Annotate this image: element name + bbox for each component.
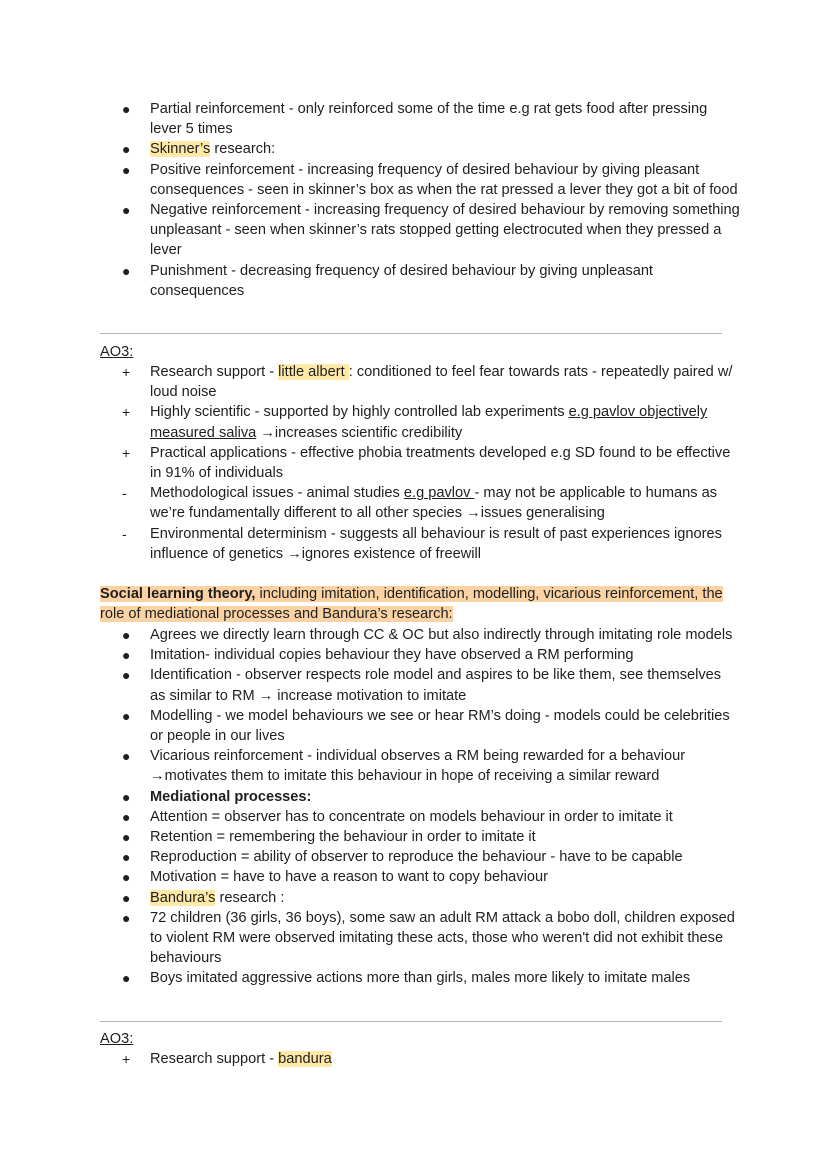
underlined-text: e.g pavlov objectively measured saliva bbox=[150, 404, 708, 441]
list-item: ● Negative reinforcement - increasing frequency of desired behaviour by removing something unpleasant - seen when skinner’s rats stopped getting electrocuted when they pressed a lever bbox=[122, 202, 740, 259]
bullet-marker: ● bbox=[122, 707, 131, 724]
bullet-marker: ● bbox=[122, 889, 131, 906]
list-item: + Research support - little albert : conditioned to feel fear towards rats - repeatedly paired w/ loud noise bbox=[122, 364, 733, 401]
plus-marker: + bbox=[122, 364, 131, 380]
ao3-label: AO3: bbox=[100, 344, 134, 360]
bullet-marker: ● bbox=[122, 262, 131, 279]
ao3-label: AO3: bbox=[100, 1031, 134, 1047]
list-item: - Environmental determinism - suggests all behaviour is result of past experiences ignores influence of genetics →ignores existence of freewill bbox=[122, 525, 722, 562]
bullet-marker: ● bbox=[122, 909, 131, 926]
bullet-marker: ● bbox=[122, 627, 131, 643]
list-item: ● Mediational processes: bbox=[100, 787, 740, 807]
heading-bold: Social learning theory, bbox=[100, 586, 256, 602]
minus-marker: - bbox=[122, 485, 127, 502]
list-item: ● Skinner’s research: bbox=[100, 139, 740, 159]
list-item: ● Partial reinforcement - only reinforced some of the time e.g rat gets food after pressing lever 5 times bbox=[122, 101, 708, 138]
list-item: ● Reproduction = ability of observer to reproduce the behaviour - have to be capable bbox=[100, 847, 740, 867]
bullet-marker: ● bbox=[122, 869, 131, 886]
list-item: ● Agrees we directly learn through CC & OC but also indirectly through imitating role models bbox=[100, 625, 740, 645]
underlined-text: e.g pavlov bbox=[403, 485, 475, 502]
highlighted-text: Skinner’s bbox=[150, 141, 211, 158]
list-item: ● Attention = observer has to concentrate on models behaviour in order to imitate it bbox=[100, 807, 740, 827]
list-item: ● 72 children (36 girls, 36 boys), some saw an adult RM attack a bobo doll, children exposed to violent RM were observed imitating these acts, those who weren't did not exhibit these behaviours bbox=[122, 909, 735, 967]
list-item: ● Retention = remembering the behaviour in order to imitate it bbox=[100, 827, 740, 847]
horizontal-rule bbox=[100, 333, 722, 334]
ao3-evaluation-list bbox=[100, 362, 740, 564]
bullet-marker: ● bbox=[122, 748, 131, 765]
list-item: ● Imitation- individual copies behaviour they have observed a RM performing bbox=[100, 645, 740, 665]
plus-marker: + bbox=[122, 404, 131, 421]
list-item: ● Positive reinforcement - increasing frequency of desired behaviour by giving pleasant consequences - seen in skinner’s box as when the rat pressed a lever they got a bit of food bbox=[122, 161, 738, 198]
list-item: + Research support - bandura bbox=[100, 1049, 740, 1069]
bullet-marker: ● bbox=[122, 101, 131, 117]
list-item: + Highly scientific - supported by highly controlled lab experiments e.g pavlov objectively measured saliva →increases scientific credibility bbox=[122, 404, 708, 441]
highlighted-text: Bandura’s bbox=[150, 889, 216, 906]
list-item: - Methodological issues - animal studies e.g pavlov - may not be applicable to humans as we’re fundamentally different to all other species →issues generalising bbox=[122, 485, 718, 522]
list-item: ● Motivation = have to have a reason to want to copy behaviour bbox=[100, 867, 740, 887]
social-learning-list bbox=[100, 625, 740, 989]
bullet-marker: ● bbox=[122, 161, 131, 178]
list-item: ● Modelling - we model behaviours we see or hear RM’s doing - models could be celebrities or people in our lives bbox=[122, 707, 730, 745]
list-item: ● Bandura’s research : bbox=[100, 888, 740, 908]
highlighted-text: bandura bbox=[278, 1051, 332, 1067]
operant-conditioning-list bbox=[100, 99, 740, 301]
highlighted-text: little albert bbox=[278, 364, 349, 380]
list-item: ● Punishment - decreasing frequency of desired behaviour by giving unpleasant consequences bbox=[122, 262, 653, 299]
bullet-marker: ● bbox=[122, 808, 131, 825]
list-item: + Practical applications - effective phobia treatments developed e.g SD found to be effective in 91% of individuals bbox=[122, 444, 731, 482]
list-item: ● Vicarious reinforcement - individual observes a RM being rewarded for a behaviour →motivates them to imitate this behaviour in hope of receiving a similar reward bbox=[122, 748, 686, 785]
list-item: ● Boys imitated aggressive actions more than girls, males more likely to imitate males bbox=[100, 968, 740, 988]
minus-marker: - bbox=[122, 525, 127, 542]
plus-marker: + bbox=[122, 444, 131, 461]
section-heading bbox=[100, 584, 740, 624]
bullet-marker: ● bbox=[122, 202, 131, 219]
bullet-marker: ● bbox=[122, 849, 131, 866]
bullet-marker: ● bbox=[122, 970, 131, 987]
bullet-marker: ● bbox=[122, 647, 131, 664]
list-item: ● Identification - observer respects role model and aspires to be like them, see themselves as similar to RM → increase motivation to imitate bbox=[122, 667, 722, 704]
horizontal-rule bbox=[100, 1021, 722, 1022]
heading-text: including imitation, identification, modelling, vicarious reinforcement, the role of mediational processes and Bandura’s research: bbox=[100, 586, 723, 623]
plus-marker: + bbox=[122, 1051, 131, 1067]
bullet-marker: ● bbox=[122, 667, 131, 684]
bullet-marker: ● bbox=[122, 829, 131, 846]
bullet-marker: ● bbox=[122, 141, 131, 158]
bullet-marker: ● bbox=[122, 788, 131, 805]
ao3-evaluation-list-2 bbox=[100, 1049, 740, 1069]
